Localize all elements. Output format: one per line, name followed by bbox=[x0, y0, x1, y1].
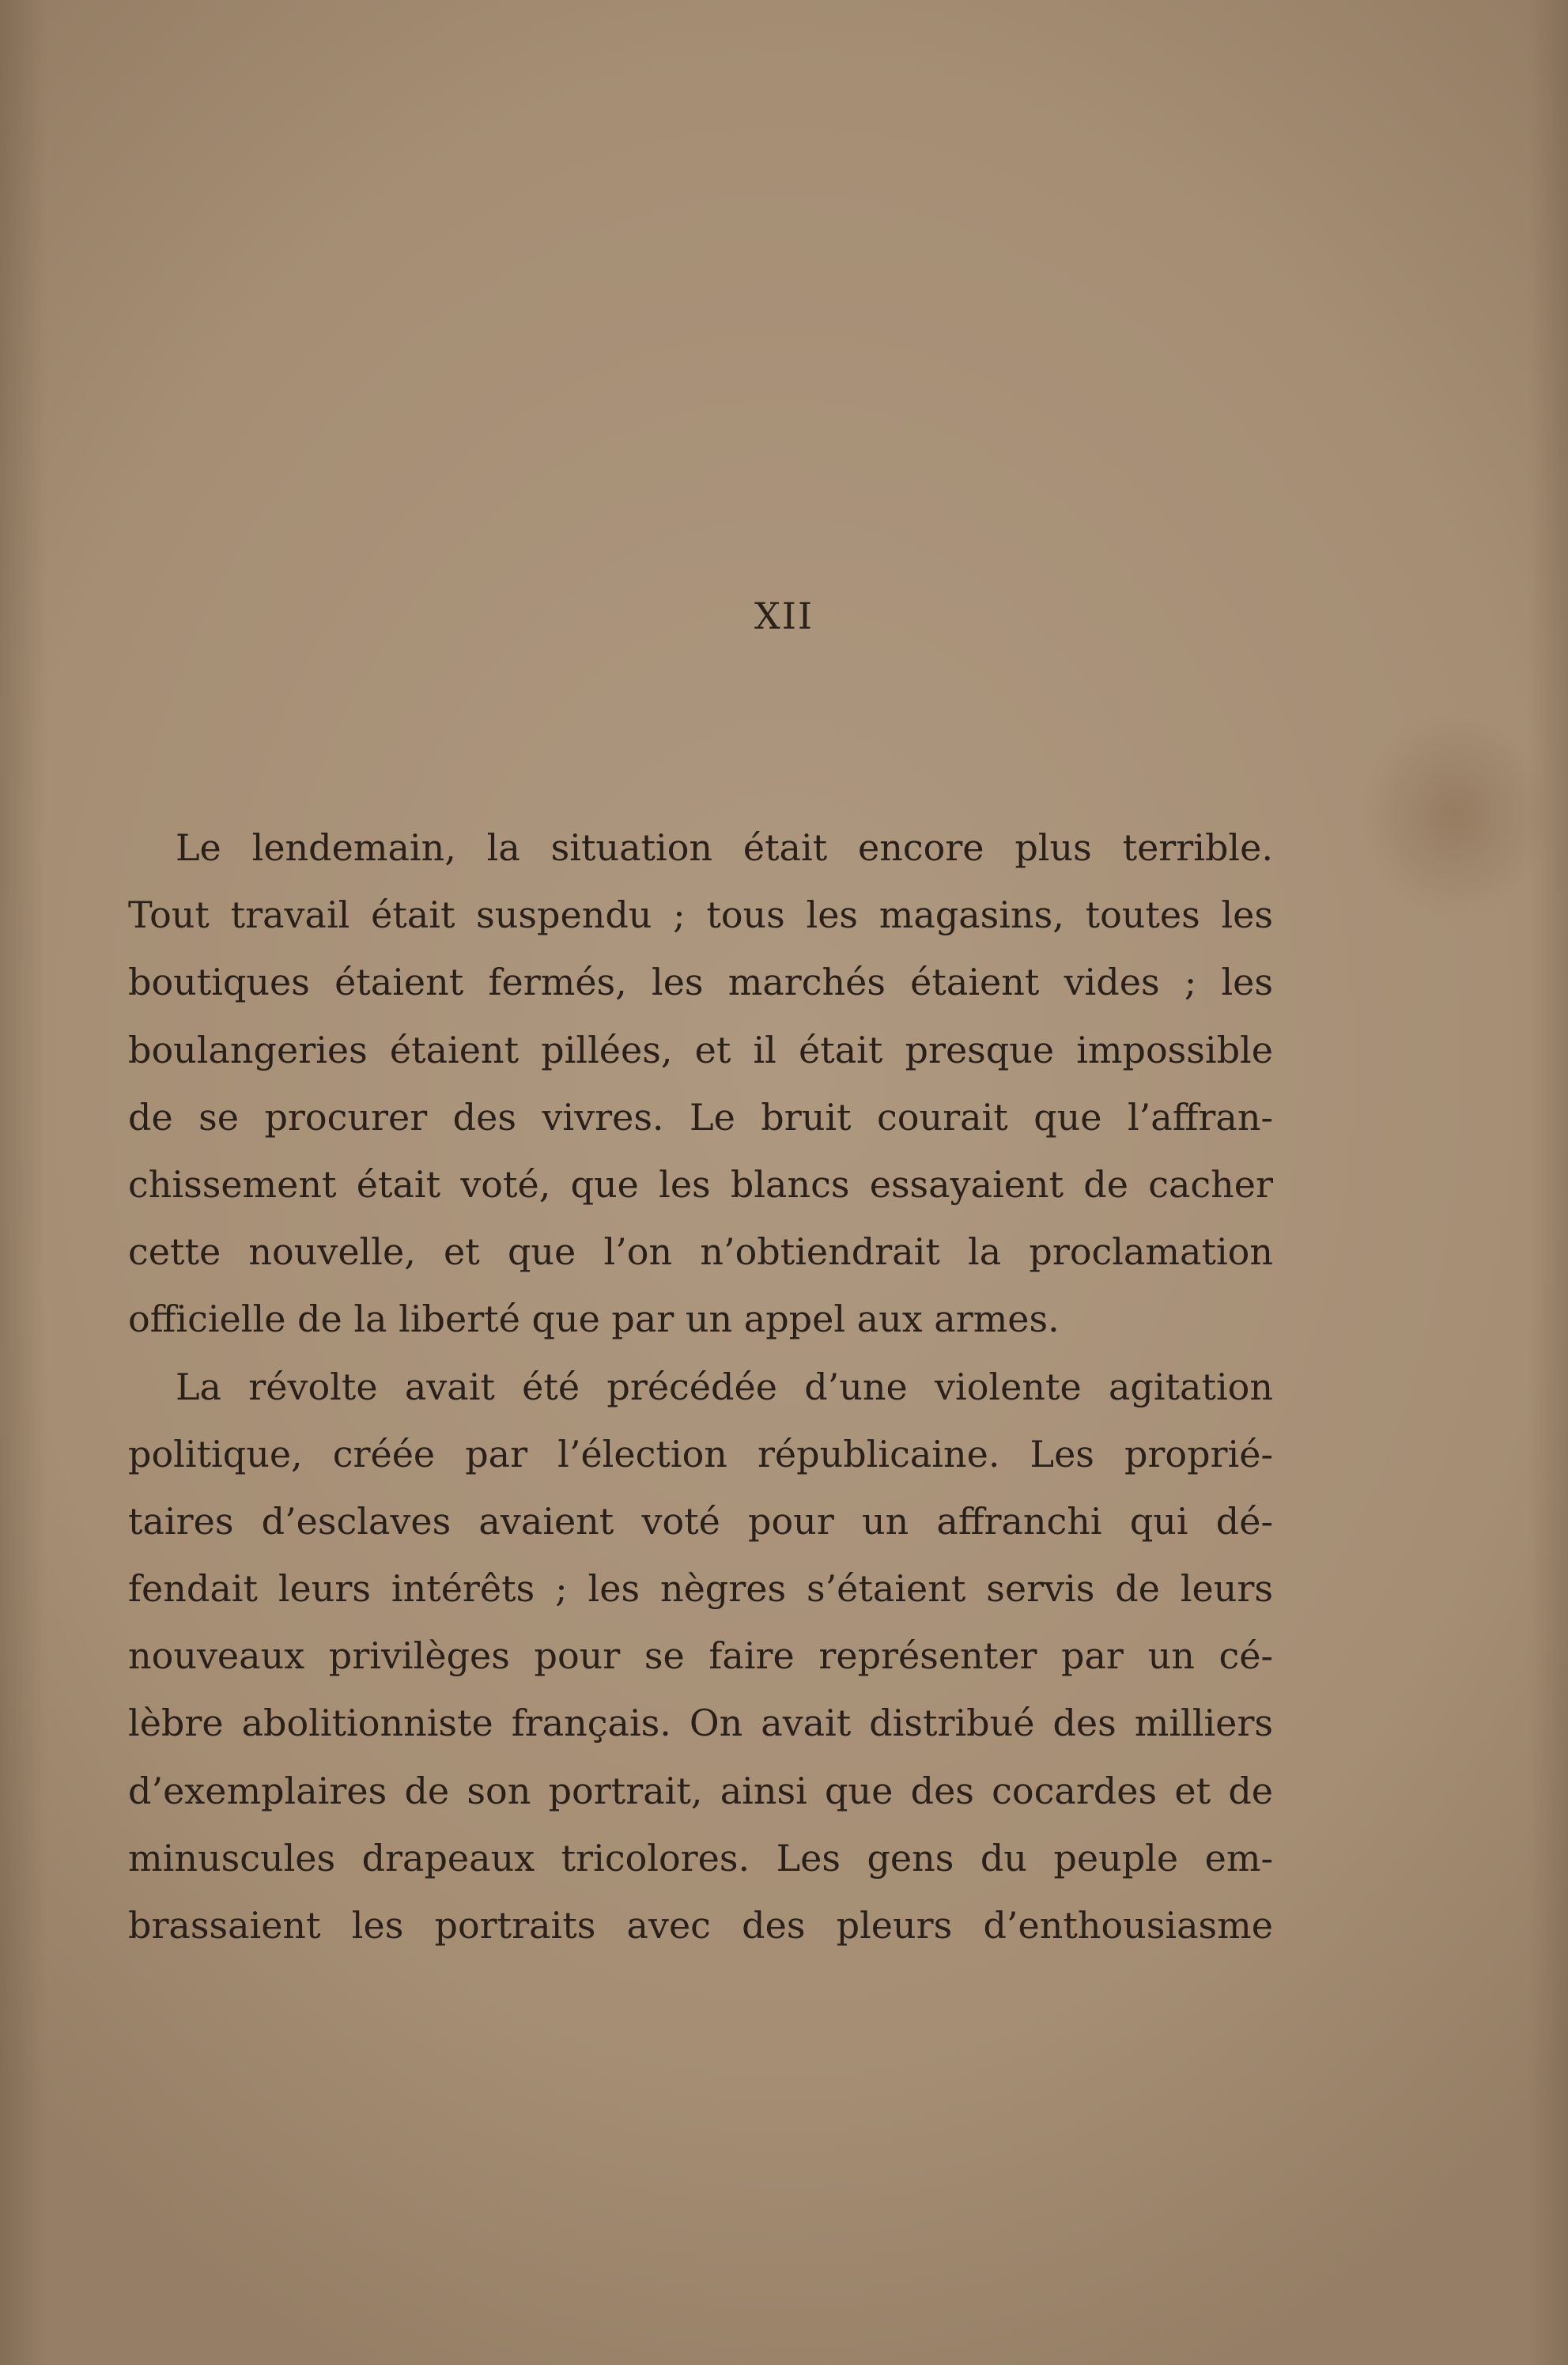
chapter-heading: XII bbox=[754, 595, 814, 637]
text-line: boulangeries étaient pillées, et il était presque impossible bbox=[128, 1028, 1273, 1071]
text-line: minuscules drapeaux tricolores. Les gens du peuple em- bbox=[128, 1836, 1273, 1880]
text-line: Le lendemain, la situation était encore plus terrible. bbox=[176, 826, 1273, 869]
text-line: Tout travail était suspendu ; tous les magasins, toutes les bbox=[128, 893, 1273, 937]
text-line: nouveaux privilèges pour se faire représenter par un cé- bbox=[128, 1634, 1273, 1678]
paragraph-1 bbox=[128, 814, 1273, 1354]
text-line: boutiques étaient fermés, les marchés étaient vides ; les bbox=[128, 961, 1273, 1004]
text-line: officielle de la liberté que par un appel aux armes. bbox=[128, 1298, 1060, 1341]
text-line: d’exemplaires de son portrait, ainsi que des cocardes et de bbox=[128, 1769, 1273, 1812]
text-line: cette nouvelle, et que l’on n’obtiendrait la proclamation bbox=[128, 1230, 1273, 1274]
paragraph-2 bbox=[128, 1354, 1273, 1960]
text-line: lèbre abolitionniste français. On avait distribué des milliers bbox=[128, 1702, 1273, 1745]
text-line: chissement était voté, que les blancs essayaient de cacher bbox=[128, 1162, 1273, 1206]
text-line: taires d’esclaves avaient voté pour un affranchi qui dé- bbox=[128, 1499, 1273, 1543]
text-line: La révolte avait été précédée d’une violente agitation bbox=[176, 1365, 1273, 1408]
text-line: fendait leurs intérêts ; les nègres s’étaient servis de leurs bbox=[128, 1567, 1273, 1611]
body-text bbox=[128, 814, 1273, 1959]
text-line: brassaient les portraits avec des pleurs d’enthousiasme bbox=[128, 1904, 1273, 1947]
text-line: politique, créée par l’élection républicaine. Les proprié- bbox=[128, 1432, 1273, 1475]
text-line: de se procurer des vivres. Le bruit courait que l’affran- bbox=[128, 1095, 1273, 1139]
